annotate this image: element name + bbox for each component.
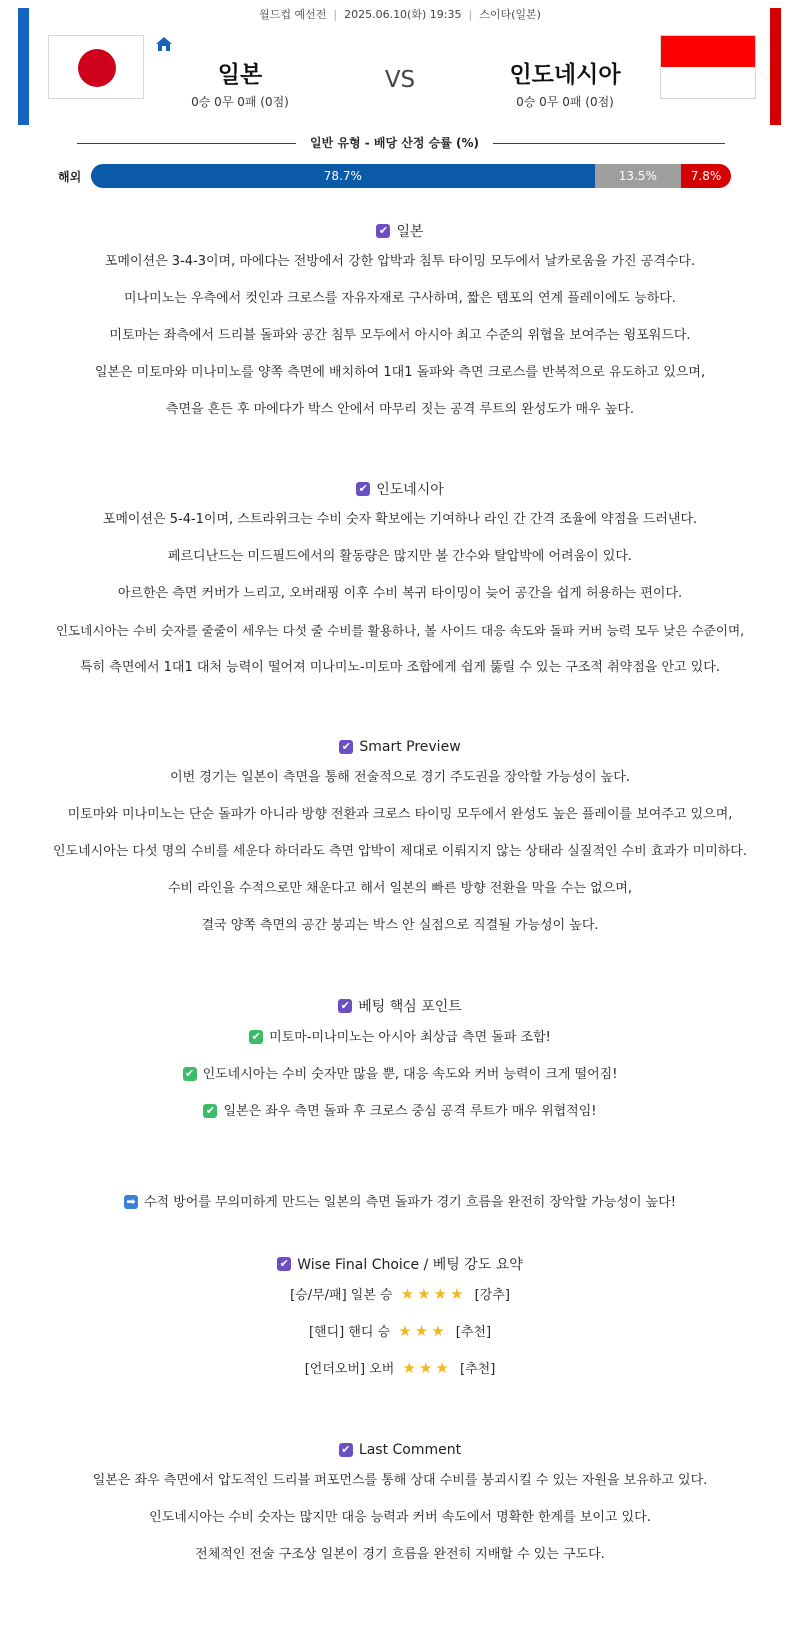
pick-strength: [추천] — [460, 1362, 496, 1377]
preview-line: 결국 양쪽 측면의 공간 붕괴는 박스 안 실점으로 직결될 가능성이 높다. — [201, 918, 599, 933]
analysis-line: 미토마는 좌측에서 드리블 돌파와 공간 침투 모두에서 아시아 최고 수준의 위협을 보여주는 윙포워드다. — [109, 328, 691, 343]
analysis-line: 아르한은 측면 커버가 느리고, 오버래핑 이후 수비 복귀 타이밍이 늦어 공간을 쉽게 허용하는 편이다. — [117, 586, 683, 601]
section-title: 인도네시아 — [376, 482, 444, 498]
analysis-line: 인도네시아는 수비 숫자를 줄줄이 세우는 다섯 줄 수비를 활용하나, 볼 사이드 대응 속도와 돌파 커버 능력 모두 낮은 수준이며, — [55, 623, 745, 638]
checkbox-icon: ✔ — [277, 1257, 291, 1271]
odds-row-label: 해외 — [58, 170, 82, 184]
match-venue: 스이타(일본) — [479, 8, 541, 21]
checkbox-icon: ✔ — [338, 999, 352, 1013]
odds-divider-right — [493, 143, 725, 144]
preview-line: 인도네시아는 다섯 명의 수비를 세운다 하더라도 측면 압박이 제대로 이뤄지지 않는 상태라 실질적인 수비 효과가 미미하다. — [52, 844, 748, 859]
last-comment-section — [0, 1440, 800, 1573]
pick-selection: 일본 승 — [350, 1288, 393, 1303]
pick-selection: 오버 — [369, 1362, 395, 1377]
check-mark-icon: ✔ — [203, 1104, 217, 1118]
home-icon — [155, 36, 173, 52]
competition-label: 월드컵 예선전 — [259, 8, 327, 21]
section-title: 베팅 핵심 포인트 — [358, 999, 462, 1015]
pick-strength: [추천] — [455, 1325, 492, 1340]
analysis-line: 포메이션은 5-4-1이며, 스트라위크는 수비 숫자 확보에는 기여하나 라인 간 간격 조율에 약점을 드러낸다. — [102, 512, 698, 527]
odds-probability-bar — [91, 164, 731, 188]
pick-row — [0, 1276, 800, 1313]
betting-point-text: 미토마-미나미노는 아시아 최상급 측면 돌파 조합! — [269, 1029, 551, 1045]
checkbox-icon: ✔ — [339, 740, 353, 754]
pick-selection: 핸디 승 — [348, 1325, 391, 1340]
betting-point-text: 인도네시아는 수비 숫자만 많을 뿐, 대응 속도와 커버 능력이 크게 떨어짐! — [202, 1066, 618, 1082]
meta-separator: | — [333, 8, 338, 21]
section-heading — [0, 221, 800, 241]
betting-point — [0, 1092, 800, 1129]
comment-line: 전체적인 전술 구조상 일본이 경기 흐름을 완전히 지배할 수 있는 구도다. — [195, 1547, 605, 1562]
right-arrow-icon: ➡ — [124, 1195, 138, 1209]
indonesia-flag — [660, 35, 756, 99]
pick-market: [승/무/패] — [290, 1288, 347, 1303]
star-rating-icon: ★★★★ — [400, 1285, 467, 1303]
conclusion-line — [0, 1183, 800, 1220]
checkbox-icon: ✔ — [376, 224, 390, 238]
section-heading — [0, 737, 800, 757]
home-team-name[interactable]: 일본 — [217, 62, 263, 88]
pick-market: [언더오버] — [304, 1362, 366, 1377]
odds-divider-left — [77, 143, 296, 144]
betting-point — [0, 1018, 800, 1055]
preview-line: 미토마와 미나미노는 단순 돌파가 아니라 방향 전환과 크로스 타이밍 모두에서 완성도 높은 플레이를 보여주고 있으며, — [67, 807, 733, 822]
section-title: 일본 — [396, 224, 424, 240]
vs-label: VS — [384, 67, 416, 93]
home-team-record: 0승 0무 0패 (0점) — [191, 95, 289, 109]
japan-analysis-section — [0, 221, 800, 428]
analysis-line: 일본은 미토마와 미나미노를 양쪽 측면에 배치하여 1대1 돌파와 측면 크로스를 반복적으로 유도하고 있으며, — [94, 365, 706, 380]
comment-line: 일본은 좌우 측면에서 압도적인 드리블 퍼포먼스를 통해 상대 수비를 붕괴시킬 수 있는 자원을 보유하고 있다. — [92, 1473, 708, 1488]
conclusion-text: 수적 방어를 무의미하게 만드는 일본의 측면 돌파가 경기 흐름을 완전히 장악할 가능성이 높다! — [143, 1194, 676, 1210]
section-title: Wise Final Choice / 베팅 강도 요약 — [297, 1257, 523, 1273]
smart-preview-section — [0, 737, 800, 944]
away-team-color-bar — [770, 8, 781, 125]
checkbox-icon: ✔ — [356, 482, 370, 496]
betting-point — [0, 1055, 800, 1092]
japan-flag — [48, 35, 144, 99]
check-mark-icon: ✔ — [183, 1067, 197, 1081]
match-meta — [0, 6, 800, 22]
checkbox-icon: ✔ — [339, 1443, 353, 1457]
flag-red-stripe — [661, 36, 755, 67]
away-win-segment: 7.8% — [681, 164, 731, 188]
check-mark-icon: ✔ — [249, 1030, 263, 1044]
away-team-name[interactable]: 인도네시아 — [509, 62, 621, 88]
betting-points-section — [0, 996, 800, 1129]
flag-disc — [78, 49, 116, 87]
preview-line: 이번 경기는 일본이 측면을 통해 전술적으로 경기 주도권을 장악할 가능성이 높다. — [170, 770, 630, 785]
odds-title: 일반 유형 - 배당 산정 승률 (%) — [310, 136, 479, 150]
section-heading — [0, 479, 800, 499]
draw-segment: 13.5% — [595, 164, 681, 188]
pick-row — [0, 1313, 800, 1350]
analysis-line: 특히 측면에서 1대1 대처 능력이 떨어져 미나미노-미토마 조합에게 쉽게 뚫릴 수 있는 구조적 취약점을 안고 있다. — [80, 660, 720, 675]
analysis-line: 포메이션은 3-4-3이며, 마에다는 전방에서 강한 압박과 침투 타이밍 모두에서 날카로움을 가진 공격수다. — [104, 254, 696, 269]
section-heading — [0, 996, 800, 1016]
star-rating-icon: ★★★ — [402, 1359, 452, 1377]
final-choice-section — [0, 1254, 800, 1387]
pick-strength: [강추] — [474, 1288, 510, 1303]
comment-line: 인도네시아는 수비 숫자는 많지만 대응 능력과 커버 속도에서 명확한 한계를 보이고 있다. — [149, 1510, 651, 1525]
analysis-line: 미나미노는 우측에서 컷인과 크로스를 자유자재로 구사하며, 짧은 템포의 연계 플레이에도 능하다. — [124, 291, 676, 306]
home-team-color-bar — [18, 8, 29, 125]
section-title: Smart Preview — [359, 739, 461, 755]
analysis-line: 페르디난드는 미드필드에서의 활동량은 많지만 볼 간수와 탈압박에 어려움이 있다. — [167, 549, 633, 564]
pick-market: [핸디] — [308, 1325, 345, 1340]
meta-separator: | — [468, 8, 473, 21]
section-heading — [0, 1440, 800, 1460]
preview-line: 수비 라인을 수적으로만 채운다고 해서 일본의 빠른 방향 전환을 막을 수는 없으며, — [167, 881, 632, 896]
indonesia-analysis-section — [0, 479, 800, 686]
away-team-record: 0승 0무 0패 (0점) — [516, 95, 614, 109]
pick-row — [0, 1350, 800, 1387]
section-heading — [0, 1254, 800, 1274]
conclusion-row — [0, 1183, 800, 1220]
home-win-segment: 78.7% — [91, 164, 595, 188]
star-rating-icon: ★★★ — [398, 1322, 448, 1340]
betting-point-text: 일본은 좌우 측면 돌파 후 크로스 중심 공격 루트가 매우 위협적임! — [223, 1103, 597, 1119]
section-title: Last Comment — [358, 1442, 462, 1458]
analysis-line: 측면을 흔든 후 마에다가 박스 안에서 마무리 짓는 공격 루트의 완성도가 매우 높다. — [165, 402, 635, 417]
match-datetime: 2025.06.10(화) 19:35 — [344, 8, 462, 21]
